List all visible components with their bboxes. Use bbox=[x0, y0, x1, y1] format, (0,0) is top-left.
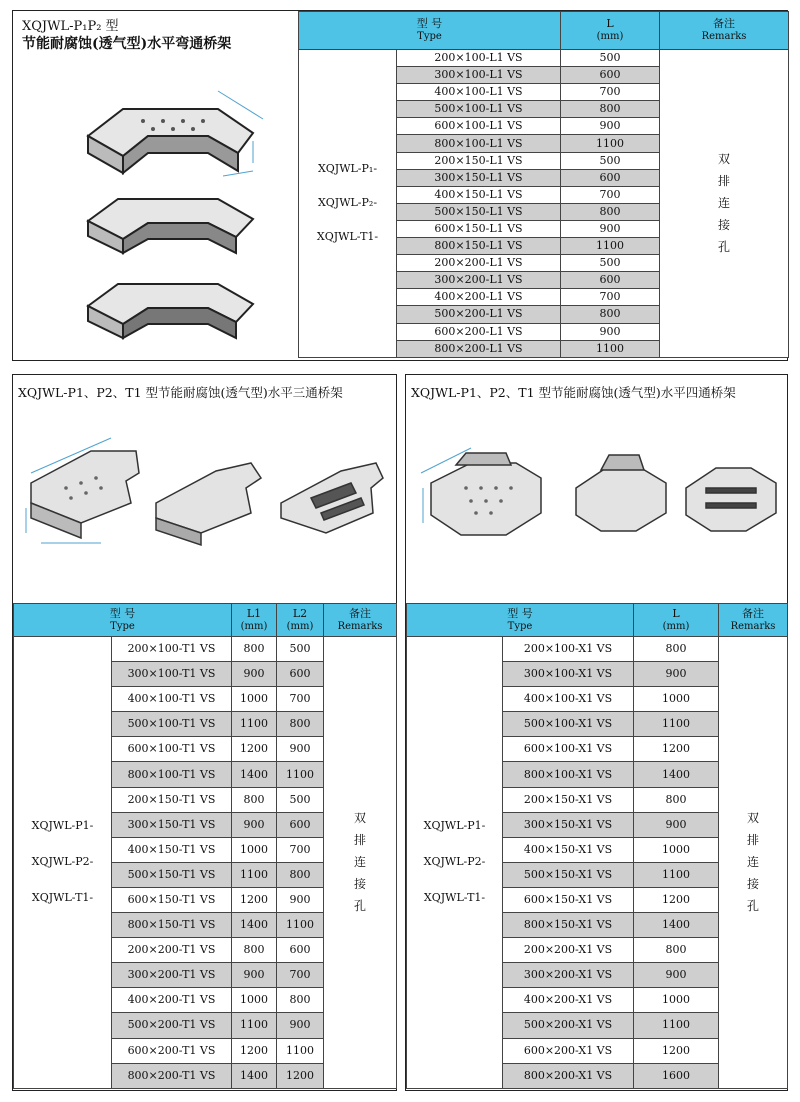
type-cell: 600×150-X1 VS bbox=[503, 887, 634, 912]
type-cell: 200×200-X1 VS bbox=[503, 938, 634, 963]
l1-cell: 800 bbox=[232, 637, 277, 662]
l-cell: 1400 bbox=[634, 913, 719, 938]
type-cell: 400×200-X1 VS bbox=[503, 988, 634, 1013]
type-cell: 200×150-T1 VS bbox=[112, 787, 232, 812]
elbow-table bbox=[298, 11, 789, 358]
l-cell: 1000 bbox=[634, 988, 719, 1013]
type-cell: 200×200-T1 VS bbox=[112, 938, 232, 963]
table-row bbox=[14, 637, 397, 662]
type-cell: 400×100-T1 VS bbox=[112, 687, 232, 712]
l1-cell: 800 bbox=[232, 787, 277, 812]
remark-char: 排 bbox=[746, 833, 759, 848]
type-cell: 200×200-L1 VS bbox=[397, 255, 561, 272]
l2-cell: 1100 bbox=[277, 1038, 324, 1063]
type-cell: 300×150-T1 VS bbox=[112, 812, 232, 837]
tee-type-header: 型 号 Type bbox=[14, 604, 232, 637]
type-cell: 600×100-T1 VS bbox=[112, 737, 232, 762]
type-cell: 600×200-X1 VS bbox=[503, 1038, 634, 1063]
l2-cell: 600 bbox=[277, 662, 324, 687]
l-cell: 1100 bbox=[634, 1013, 719, 1038]
l2-cell: 900 bbox=[277, 1013, 324, 1038]
type-cell: 500×100-L1 VS bbox=[397, 101, 561, 118]
tee-title: XQJWL-P1、P2、T1 型节能耐腐蚀(透气型)水平三通桥架 bbox=[18, 385, 343, 400]
type-cell: 200×150-L1 VS bbox=[397, 152, 561, 169]
l1-cell: 900 bbox=[232, 812, 277, 837]
l1-cell: 1000 bbox=[232, 837, 277, 862]
l-cell: 900 bbox=[634, 963, 719, 988]
tee-l1-header: L1 (mm) bbox=[232, 604, 277, 637]
l-cell: 800 bbox=[634, 637, 719, 662]
remarks-header: 备注 Remarks bbox=[660, 12, 789, 50]
type-cell: 400×100-X1 VS bbox=[503, 687, 634, 712]
cross-panel bbox=[405, 374, 788, 1091]
type-cell: 400×150-L1 VS bbox=[397, 186, 561, 203]
cross-title: XQJWL-P1、P2、T1 型节能耐腐蚀(透气型)水平四通桥架 bbox=[411, 385, 736, 400]
l-cell: 500 bbox=[561, 152, 660, 169]
remarks-cell bbox=[324, 637, 397, 1089]
type-cell: 400×100-L1 VS bbox=[397, 84, 561, 101]
model-prefix: XQJWL-T1- bbox=[316, 230, 379, 244]
length-header: L (mm) bbox=[561, 12, 660, 50]
cross-length-header: L (mm) bbox=[634, 604, 719, 637]
type-cell: 200×100-L1 VS bbox=[397, 50, 561, 67]
l-cell: 800 bbox=[634, 787, 719, 812]
l-cell: 1200 bbox=[634, 887, 719, 912]
remark-char: 连 bbox=[746, 855, 759, 870]
type-cell: 800×150-X1 VS bbox=[503, 913, 634, 938]
remark-char: 双 bbox=[746, 811, 759, 826]
type-cell: 300×200-X1 VS bbox=[503, 963, 634, 988]
elbow-title-line2: 节能耐腐蚀(透气型)水平弯通桥架 bbox=[22, 36, 232, 52]
cross-type-header: 型 号 Type bbox=[407, 604, 634, 637]
type-cell: 500×200-T1 VS bbox=[112, 1013, 232, 1038]
l2-cell: 900 bbox=[277, 737, 324, 762]
remark-char: 孔 bbox=[353, 899, 366, 914]
type-cell: 400×200-T1 VS bbox=[112, 988, 232, 1013]
type-cell: 300×100-X1 VS bbox=[503, 662, 634, 687]
l-cell: 1200 bbox=[634, 1038, 719, 1063]
type-cell: 500×200-X1 VS bbox=[503, 1013, 634, 1038]
l1-cell: 1200 bbox=[232, 737, 277, 762]
remark-char: 孔 bbox=[746, 899, 759, 914]
type-cell: 500×150-T1 VS bbox=[112, 862, 232, 887]
l1-cell: 1400 bbox=[232, 762, 277, 787]
l1-cell: 1400 bbox=[232, 913, 277, 938]
l-cell: 900 bbox=[634, 662, 719, 687]
remarks-cell bbox=[660, 50, 789, 358]
model-cell bbox=[299, 50, 397, 358]
l1-cell: 1100 bbox=[232, 1013, 277, 1038]
type-cell: 500×150-X1 VS bbox=[503, 862, 634, 887]
type-cell: 800×150-T1 VS bbox=[112, 913, 232, 938]
remarks-cell bbox=[719, 637, 788, 1089]
l2-cell: 600 bbox=[277, 812, 324, 837]
cross-illustration bbox=[411, 443, 781, 553]
l2-cell: 800 bbox=[277, 988, 324, 1013]
l2-cell: 900 bbox=[277, 887, 324, 912]
l-cell: 600 bbox=[561, 272, 660, 289]
l2-cell: 1200 bbox=[277, 1063, 324, 1088]
remark-char: 排 bbox=[353, 833, 366, 848]
type-cell: 300×200-T1 VS bbox=[112, 963, 232, 988]
type-cell: 800×100-X1 VS bbox=[503, 762, 634, 787]
type-cell: 600×200-L1 VS bbox=[397, 323, 561, 340]
type-cell: 800×100-T1 VS bbox=[112, 762, 232, 787]
model-prefix: XQJWL-P1- bbox=[423, 819, 486, 833]
type-cell: 300×150-L1 VS bbox=[397, 169, 561, 186]
type-cell: 600×200-T1 VS bbox=[112, 1038, 232, 1063]
l1-cell: 800 bbox=[232, 938, 277, 963]
tee-table bbox=[13, 603, 397, 1089]
model-prefix: XQJWL-T1- bbox=[31, 891, 94, 905]
l2-cell: 1100 bbox=[277, 762, 324, 787]
table-row bbox=[407, 637, 788, 662]
l-cell: 1100 bbox=[561, 135, 660, 152]
l2-cell: 700 bbox=[277, 687, 324, 712]
remark-char: 连 bbox=[353, 855, 366, 870]
l1-cell: 1000 bbox=[232, 687, 277, 712]
model-prefix: XQJWL-P₂- bbox=[317, 196, 378, 210]
type-cell: 500×100-X1 VS bbox=[503, 712, 634, 737]
tee-remarks-header: 备注 Remarks bbox=[324, 604, 397, 637]
l-cell: 800 bbox=[634, 938, 719, 963]
type-cell: 200×100-X1 VS bbox=[503, 637, 634, 662]
type-cell: 800×200-X1 VS bbox=[503, 1063, 634, 1088]
type-cell: 600×100-L1 VS bbox=[397, 118, 561, 135]
elbow-panel bbox=[12, 10, 788, 361]
type-cell: 400×200-L1 VS bbox=[397, 289, 561, 306]
l-cell: 500 bbox=[561, 255, 660, 272]
l-cell: 800 bbox=[561, 203, 660, 220]
l1-cell: 1400 bbox=[232, 1063, 277, 1088]
type-cell: 800×200-T1 VS bbox=[112, 1063, 232, 1088]
remark-char: 双 bbox=[353, 811, 366, 826]
l-cell: 900 bbox=[561, 323, 660, 340]
type-cell: 400×150-T1 VS bbox=[112, 837, 232, 862]
model-prefix: XQJWL-P2- bbox=[31, 855, 94, 869]
model-cell bbox=[14, 637, 112, 1089]
elbow-illustration bbox=[68, 81, 278, 351]
model-prefix: XQJWL-T1- bbox=[423, 891, 486, 905]
l2-cell: 700 bbox=[277, 963, 324, 988]
l2-cell: 500 bbox=[277, 787, 324, 812]
remark-char: 接 bbox=[717, 218, 730, 233]
tee-l2-header: L2 (mm) bbox=[277, 604, 324, 637]
type-cell: 800×200-L1 VS bbox=[397, 340, 561, 357]
remark-char: 接 bbox=[746, 877, 759, 892]
l-cell: 900 bbox=[561, 118, 660, 135]
l-cell: 1200 bbox=[634, 737, 719, 762]
elbow-title-line1: XQJWL-P₁P₂ 型 bbox=[22, 19, 119, 34]
type-header: 型 号 Type bbox=[299, 12, 561, 50]
type-cell: 200×100-T1 VS bbox=[112, 637, 232, 662]
l2-cell: 600 bbox=[277, 938, 324, 963]
type-cell: 300×100-L1 VS bbox=[397, 67, 561, 84]
l1-cell: 900 bbox=[232, 963, 277, 988]
l1-cell: 1200 bbox=[232, 887, 277, 912]
model-prefix: XQJWL-P2- bbox=[423, 855, 486, 869]
model-prefix: XQJWL-P₁- bbox=[317, 162, 378, 176]
type-cell: 600×100-X1 VS bbox=[503, 737, 634, 762]
l-cell: 1400 bbox=[634, 762, 719, 787]
l2-cell: 800 bbox=[277, 862, 324, 887]
type-cell: 800×100-L1 VS bbox=[397, 135, 561, 152]
model-prefix: XQJWL-P1- bbox=[31, 819, 94, 833]
l1-cell: 900 bbox=[232, 662, 277, 687]
tee-illustration bbox=[21, 433, 391, 553]
l2-cell: 1100 bbox=[277, 913, 324, 938]
l-cell: 700 bbox=[561, 186, 660, 203]
l-cell: 1100 bbox=[634, 712, 719, 737]
l1-cell: 1200 bbox=[232, 1038, 277, 1063]
type-cell: 300×100-T1 VS bbox=[112, 662, 232, 687]
l1-cell: 1100 bbox=[232, 712, 277, 737]
l-cell: 1100 bbox=[561, 340, 660, 357]
l2-cell: 500 bbox=[277, 637, 324, 662]
model-cell bbox=[407, 637, 503, 1089]
l-cell: 800 bbox=[561, 306, 660, 323]
l2-cell: 700 bbox=[277, 837, 324, 862]
cross-table bbox=[406, 603, 788, 1089]
cross-remarks-header: 备注 Remarks bbox=[719, 604, 788, 637]
remark-char: 双 bbox=[717, 152, 730, 167]
l-cell: 700 bbox=[561, 84, 660, 101]
l-cell: 800 bbox=[561, 101, 660, 118]
l-cell: 600 bbox=[561, 67, 660, 84]
remark-char: 连 bbox=[717, 196, 730, 211]
type-cell: 200×150-X1 VS bbox=[503, 787, 634, 812]
type-cell: 800×150-L1 VS bbox=[397, 238, 561, 255]
remark-char: 孔 bbox=[717, 240, 730, 255]
l-cell: 900 bbox=[634, 812, 719, 837]
type-cell: 500×100-T1 VS bbox=[112, 712, 232, 737]
type-cell: 600×150-L1 VS bbox=[397, 220, 561, 237]
l1-cell: 1100 bbox=[232, 862, 277, 887]
l-cell: 600 bbox=[561, 169, 660, 186]
remark-char: 排 bbox=[717, 174, 730, 189]
l-cell: 900 bbox=[561, 220, 660, 237]
tee-panel bbox=[12, 374, 397, 1091]
l-cell: 1600 bbox=[634, 1063, 719, 1088]
type-cell: 500×200-L1 VS bbox=[397, 306, 561, 323]
l-cell: 1100 bbox=[634, 862, 719, 887]
table-row bbox=[299, 50, 789, 67]
l-cell: 700 bbox=[561, 289, 660, 306]
l1-cell: 1000 bbox=[232, 988, 277, 1013]
l2-cell: 800 bbox=[277, 712, 324, 737]
type-cell: 300×200-L1 VS bbox=[397, 272, 561, 289]
l-cell: 1100 bbox=[561, 238, 660, 255]
l-cell: 1000 bbox=[634, 837, 719, 862]
type-cell: 300×150-X1 VS bbox=[503, 812, 634, 837]
l-cell: 1000 bbox=[634, 687, 719, 712]
type-cell: 400×150-X1 VS bbox=[503, 837, 634, 862]
remark-char: 接 bbox=[353, 877, 366, 892]
type-cell: 600×150-T1 VS bbox=[112, 887, 232, 912]
type-cell: 500×150-L1 VS bbox=[397, 203, 561, 220]
l-cell: 500 bbox=[561, 50, 660, 67]
